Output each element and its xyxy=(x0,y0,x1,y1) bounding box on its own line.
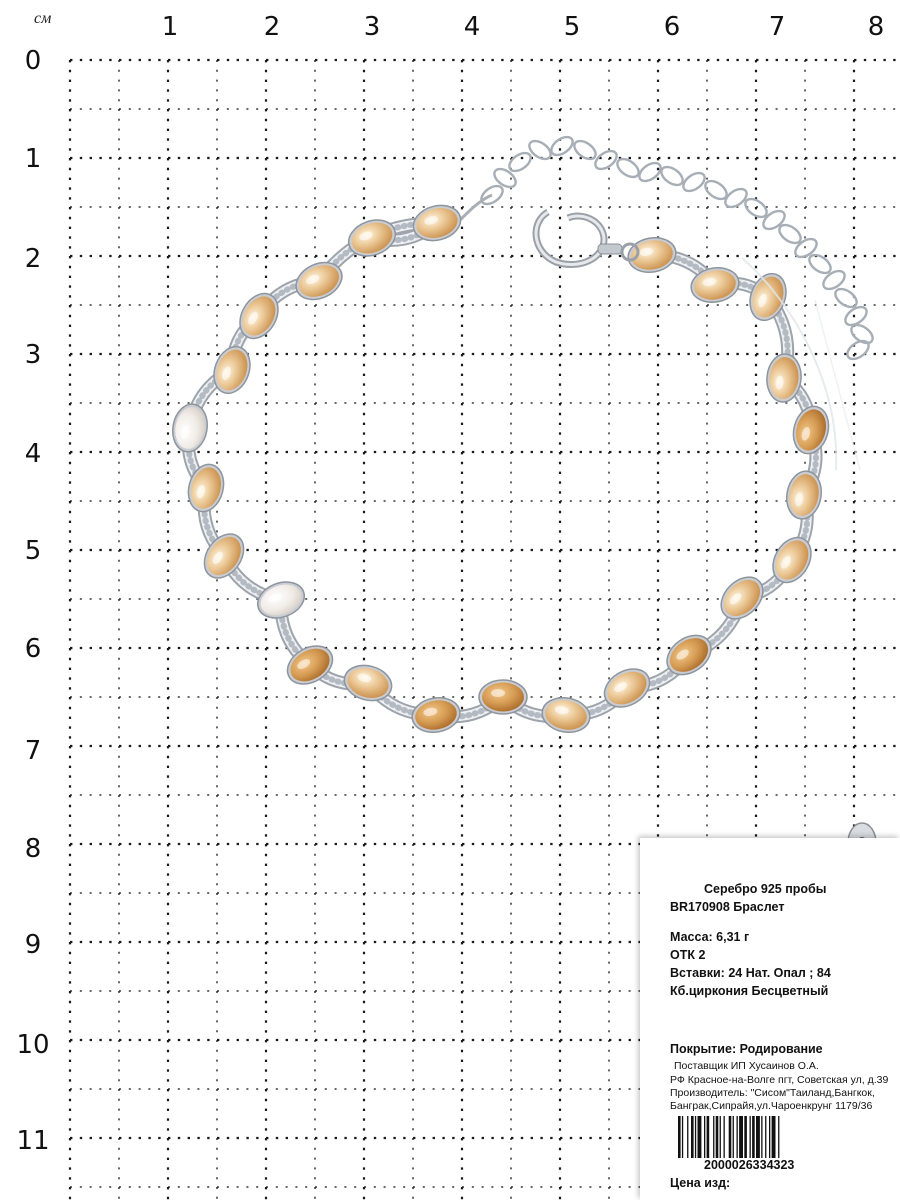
chain-link xyxy=(571,137,599,162)
chain-link xyxy=(658,163,686,188)
chain-link xyxy=(636,159,664,184)
inserts-label-1: Вставки: 24 Нат. Опал ; 84 xyxy=(670,966,831,980)
barcode-bar xyxy=(682,1116,683,1158)
barcode-bar xyxy=(720,1116,721,1158)
manufacturer-label-1: Производитель: "Сисом"Таиланд,Бангкок, xyxy=(670,1087,875,1099)
opal-stone xyxy=(482,683,524,712)
barcode-bar xyxy=(737,1116,738,1158)
chain-link xyxy=(592,147,620,172)
chain-link xyxy=(760,207,788,232)
y-axis-label: 11 xyxy=(16,1126,50,1156)
price-tag xyxy=(640,838,900,1200)
chain-link xyxy=(832,285,860,310)
opal-stones xyxy=(169,200,834,736)
x-axis-label: 6 xyxy=(663,12,681,42)
y-axis-label: 2 xyxy=(24,244,42,274)
barcode-bar xyxy=(695,1116,696,1158)
x-axis-label: 4 xyxy=(463,12,481,42)
chain-link xyxy=(614,155,642,180)
y-axis-label: 5 xyxy=(24,536,42,566)
barcode-bar xyxy=(769,1116,770,1158)
x-axis-label: 7 xyxy=(768,12,786,42)
barcode xyxy=(678,1116,868,1158)
x-axis-label: 3 xyxy=(363,12,381,42)
y-axis-label: 3 xyxy=(24,340,42,370)
y-axis-label: 6 xyxy=(24,634,42,664)
barcode-bar xyxy=(752,1116,755,1158)
metal-label: Серебро 925 пробы xyxy=(704,882,827,896)
barcode-bar xyxy=(713,1116,714,1158)
address-label: РФ Красное-на-Волге пгт, Советская ул, д.39 xyxy=(670,1074,889,1086)
barcode-bar xyxy=(724,1116,725,1158)
chain-link xyxy=(548,133,576,158)
inserts-label-2: Кб.циркония Бесцветный xyxy=(670,984,829,998)
barcode-bar xyxy=(687,1116,688,1158)
barcode-bar xyxy=(698,1116,702,1158)
lobster-clasp xyxy=(536,212,638,265)
barcode-bar xyxy=(733,1116,734,1158)
barcode-bar xyxy=(772,1116,776,1158)
mass-label: Масса: 6,31 г xyxy=(670,930,750,944)
x-axis-label: 5 xyxy=(563,12,581,42)
x-axis-label: 1 xyxy=(161,12,179,42)
barcode-number: 2000026334323 xyxy=(704,1158,795,1172)
article-label: BR170908 Браслет xyxy=(670,900,785,914)
otk-label: ОТК 2 xyxy=(670,948,706,962)
supplier-label: Поставщик ИП Хусаинов О.А. xyxy=(674,1060,819,1072)
barcode-bar xyxy=(739,1116,743,1158)
y-axis-label: 1 xyxy=(24,144,42,174)
chain-link xyxy=(506,149,534,174)
unit-label: см xyxy=(34,10,52,27)
coating-label: Покрытие: Родирование xyxy=(670,1042,823,1056)
x-axis-label: 8 xyxy=(867,12,885,42)
y-axis-label: 10 xyxy=(16,1030,50,1060)
barcode-bar xyxy=(704,1116,705,1158)
barcode-bar xyxy=(729,1116,732,1158)
y-axis-label: 8 xyxy=(24,834,42,864)
barcode-bar xyxy=(716,1116,719,1158)
chain-link xyxy=(680,169,708,194)
y-axis-label: 4 xyxy=(24,439,42,469)
barcode-bar xyxy=(756,1116,760,1158)
stone-highlight xyxy=(491,689,505,697)
barcode-bar xyxy=(778,1116,779,1158)
barcode-bar xyxy=(678,1116,681,1158)
chain-link xyxy=(806,251,834,276)
price-label: Цена изд: xyxy=(670,1176,731,1190)
barcode-bar xyxy=(691,1116,694,1158)
barcode-bar xyxy=(761,1116,762,1158)
barcode-bar xyxy=(707,1116,710,1158)
y-axis-label: 7 xyxy=(24,736,42,766)
y-axis-label: 9 xyxy=(24,930,42,960)
barcode-bar xyxy=(744,1116,747,1158)
chain-link xyxy=(844,337,872,362)
barcode-bar xyxy=(765,1116,766,1158)
barcode-bar xyxy=(750,1116,751,1158)
x-axis-label: 2 xyxy=(263,12,281,42)
y-axis-label: 0 xyxy=(24,46,42,76)
manufacturer-label-2: Банграк,Сипрайя,ул.Чароенкрунг 1179/36 xyxy=(670,1100,873,1112)
